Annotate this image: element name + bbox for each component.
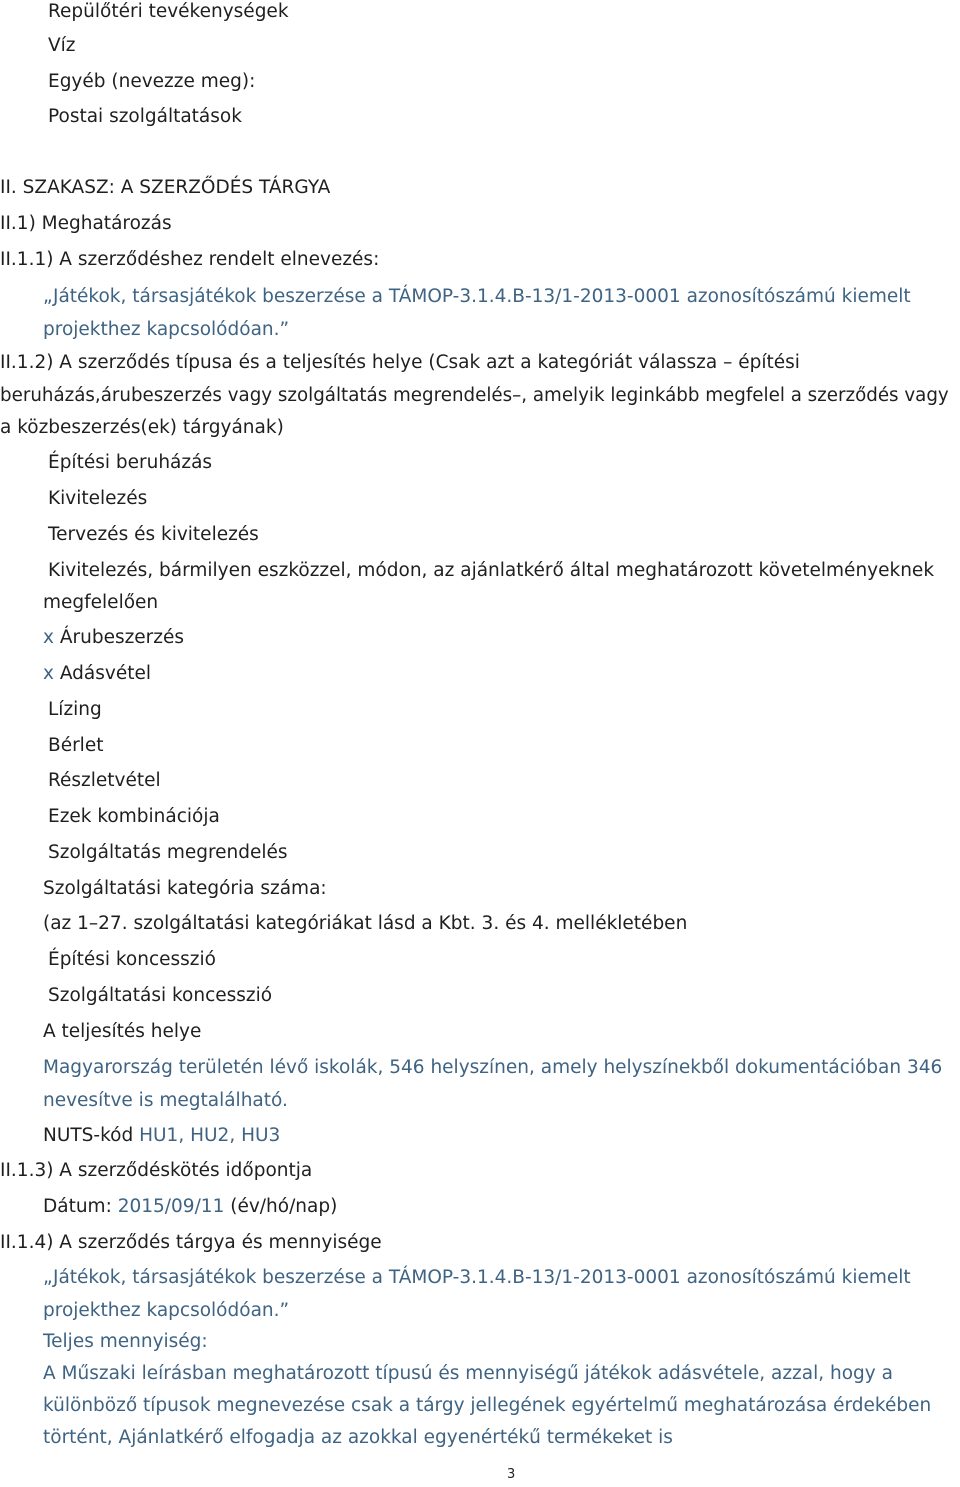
services-concession: Szolgáltatási koncesszió bbox=[48, 985, 273, 1006]
contract-name-line-1: „Játékok, társasjátékok beszerzése a TÁMOP-3.1.4.B-13/1-2013-0001 azonosítószámú kiemelt bbox=[43, 286, 911, 307]
option-other: Egyéb (nevezze meg): bbox=[48, 71, 256, 92]
quantity-subject-line-2: projekthez kapcsolódóan.” bbox=[43, 1300, 290, 1321]
works-concession: Építési koncesszió bbox=[48, 949, 216, 970]
date-format: (év/hó/nap) bbox=[230, 1196, 338, 1217]
services-category-label: Szolgáltatási kategória száma: bbox=[43, 878, 327, 899]
contract-type-heading-line-2: beruházás,árubeszerzés vagy szolgáltatás megrendelés–, amelyik leginkább megfelel a szerződés vagy bbox=[0, 385, 949, 406]
option-airport: Repülőtéri tevékenységek bbox=[48, 1, 289, 22]
page-number: 3 bbox=[507, 1467, 516, 1482]
option-postal: Postai szolgáltatások bbox=[48, 106, 242, 127]
works-option-any-means-line-1: Kivitelezés, bármilyen eszközzel, módon, az ajánlatkérő által meghatározott követelményeknek bbox=[48, 560, 935, 581]
quantity-heading: II.1.4) A szerződés tárgya és mennyisége bbox=[0, 1232, 382, 1253]
option-water: Víz bbox=[48, 35, 76, 56]
works-option-any-means-line-2: megfelelően bbox=[43, 592, 159, 613]
supply-label: Árubeszerzés bbox=[59, 627, 185, 648]
total-quantity-line-1: A Műszaki leírásban meghatározott típusú és mennyiségű játékok adásvétele, azzal, hogy a bbox=[43, 1363, 893, 1384]
definition-heading: II.1) Meghatározás bbox=[0, 213, 172, 234]
section-title: II. SZAKASZ: A SZERZŐDÉS TÁRGYA bbox=[0, 177, 331, 198]
nuts-value: HU1, HU2, HU3 bbox=[139, 1125, 281, 1146]
supply-option-leasing: Lízing bbox=[48, 699, 102, 720]
checked-mark: x bbox=[43, 627, 54, 648]
supply-option-purchase bbox=[43, 662, 151, 686]
checked-mark: x bbox=[43, 663, 54, 684]
works-option-design-execution: Tervezés és kivitelezés bbox=[48, 524, 259, 545]
place-value-line-2: nevesítve is megtalálható. bbox=[43, 1090, 288, 1111]
contract-date bbox=[43, 1195, 337, 1219]
purchase-label: Adásvétel bbox=[59, 663, 151, 684]
works-label: Építési beruházás bbox=[48, 452, 213, 473]
works-option-execution: Kivitelezés bbox=[48, 488, 148, 509]
contract-name-heading: II.1.1) A szerződéshez rendelt elnevezés: bbox=[0, 249, 380, 270]
services-category-note: (az 1–27. szolgáltatási kategóriákat lásd a Kbt. 3. és 4. mellékletében bbox=[43, 913, 688, 934]
quantity-subject-line-1: „Játékok, társasjátékok beszerzése a TÁMOP-3.1.4.B-13/1-2013-0001 azonosítószámú kiemelt bbox=[43, 1267, 911, 1288]
contract-date-heading: II.1.3) A szerződéskötés időpontja bbox=[0, 1160, 313, 1181]
contract-name-line-2: projekthez kapcsolódóan.” bbox=[43, 319, 290, 340]
supply-option-combination: Ezek kombinációja bbox=[48, 806, 220, 827]
total-quantity-label: Teljes mennyiség: bbox=[43, 1331, 208, 1352]
place-label: A teljesítés helye bbox=[43, 1021, 202, 1042]
nuts-label: NUTS-kód bbox=[43, 1125, 134, 1146]
place-value-line-1: Magyarország területén lévő iskolák, 546 helyszínen, amely helyszínekből dokumentációban 346 bbox=[43, 1057, 943, 1078]
date-value: 2015/09/11 bbox=[117, 1196, 225, 1217]
total-quantity-line-3: történt, Ajánlatkérő elfogadja az azokkal egyenértékű termékeket is bbox=[43, 1427, 673, 1448]
contract-type-heading-line-3: a közbeszerzés(ek) tárgyának) bbox=[0, 417, 284, 438]
supply-option bbox=[43, 626, 184, 650]
contract-type-heading-line-1: II.1.2) A szerződés típusa és a teljesítés helye (Csak azt a kategóriát válassza – építési bbox=[0, 352, 800, 373]
date-label: Dátum: bbox=[43, 1196, 112, 1217]
services-label: Szolgáltatás megrendelés bbox=[48, 842, 288, 863]
supply-option-rental: Bérlet bbox=[48, 735, 104, 756]
nuts-code bbox=[43, 1124, 280, 1148]
total-quantity-line-2: különböző típusok megnevezése csak a tárgy jellegének egyértelmű meghatározása érdekében bbox=[43, 1395, 932, 1416]
supply-option-instalment: Részletvétel bbox=[48, 770, 161, 791]
